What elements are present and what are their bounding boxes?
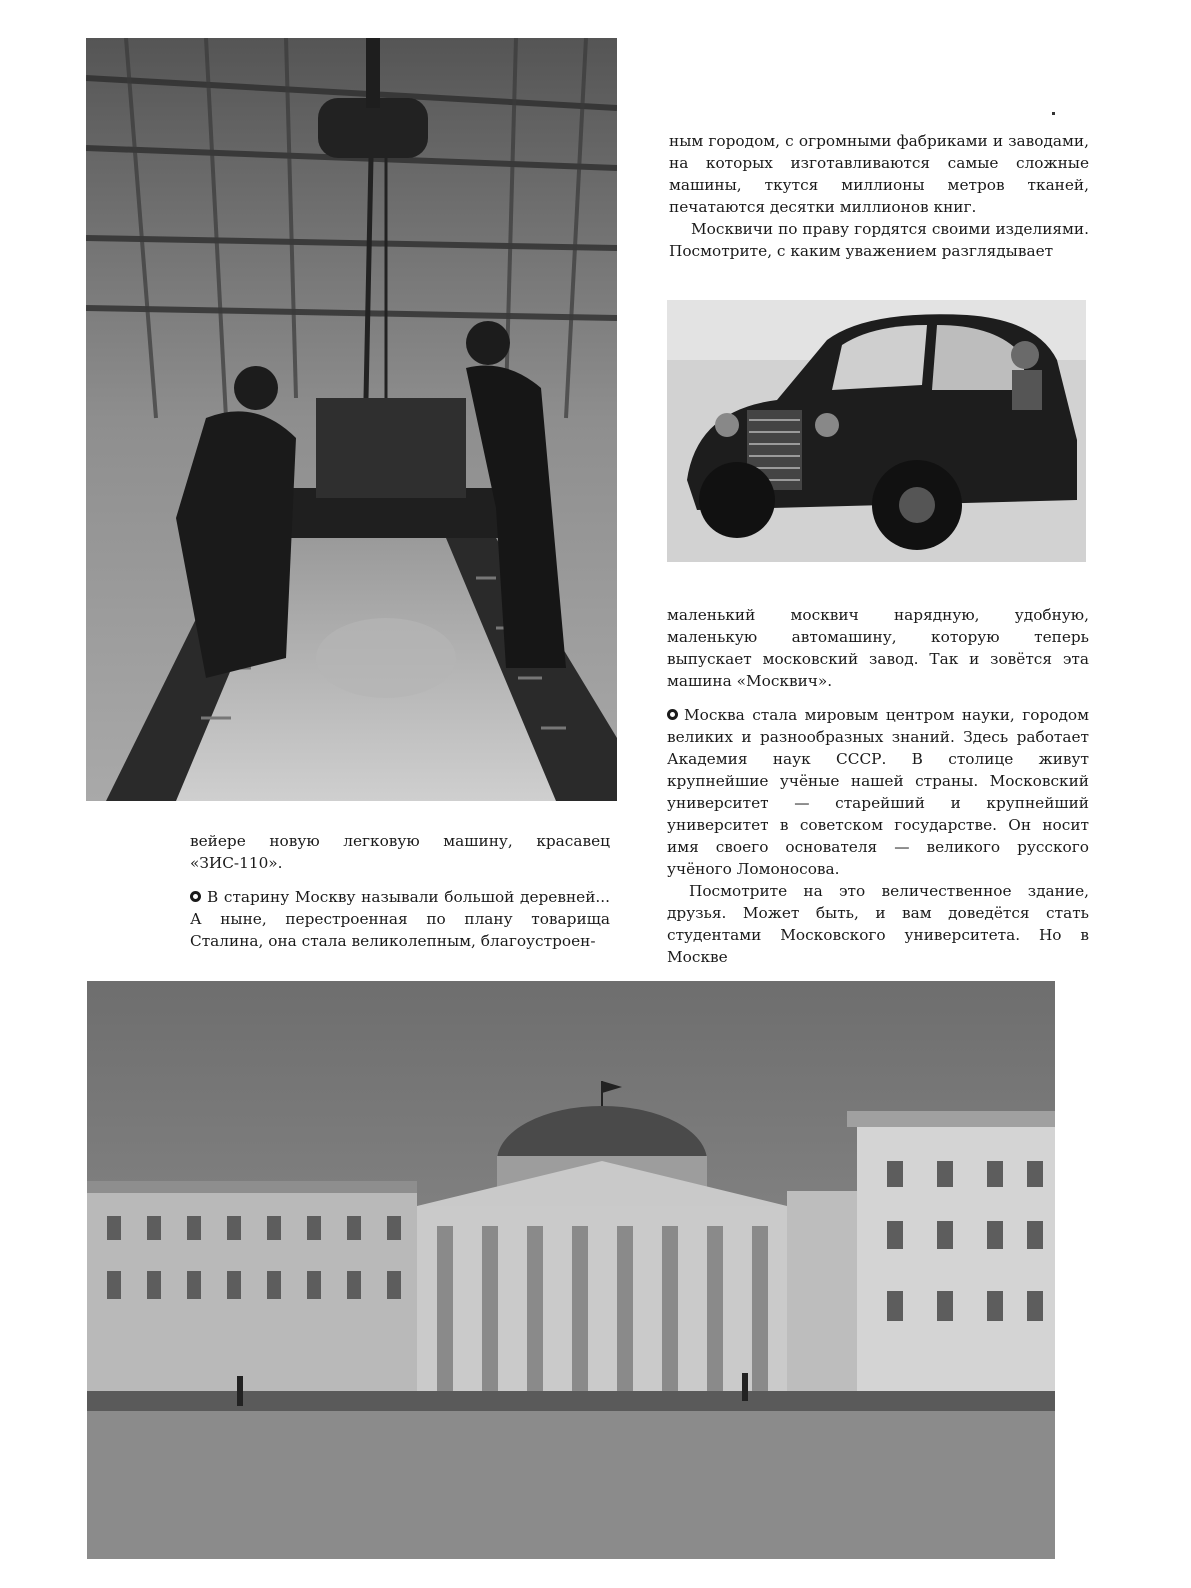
bullet-icon [667, 709, 678, 720]
paragraph: ным городом, с огромными фабриками и заводами, на которых изготавливаются самые сложные машины, ткутся миллионы метров тканей, печатаются десятки миллионов книг. [669, 132, 1089, 216]
paragraph-text: Москва стала мировым центром науки, городом великих и разнообразных знаний. Здесь работает Академия наук СССР. В столице живут крупнейшие учёные нашей страны. Московский университет — старейший и крупнейший университет в советском государстве. Он носит имя своего основателя — великого русского учёного Ломоносова. [667, 706, 1089, 878]
bullet-icon [190, 891, 201, 902]
paragraph: вейере новую легковую машину, красавец «ЗИС-110». [190, 832, 610, 872]
text-block-left [190, 830, 610, 952]
paragraph [667, 704, 1089, 880]
photo-assembly-line [86, 38, 617, 801]
text-block-top-right [669, 130, 1089, 262]
text-block-mid-right [667, 604, 1089, 968]
paragraph-text: В старину Москву называли большой деревней... А ныне, перестроенная по плану товарища Сталина, она стала великолепным, благоустроен- [190, 888, 610, 950]
paragraph: Москвичи по праву гордятся своими изделиями. Посмотрите, с каким уважением разглядывает [669, 220, 1089, 260]
paragraph: Посмотрите на это величественное здание, друзья. Может быть, и вам доведётся стать студентами Московского университета. Но в Москве [667, 882, 1089, 966]
photo-moskvich-car [667, 300, 1086, 562]
photo-moscow-university [87, 981, 1055, 1559]
paragraph [190, 886, 610, 952]
paragraph: маленький москвич нарядную, удобную, маленькую автомашину, которую теперь выпускает московский завод. Так и зовётся эта машина «Москвич». [667, 606, 1089, 690]
assembly-line-illustration [86, 38, 617, 801]
car-illustration [667, 300, 1086, 562]
university-illustration [87, 981, 1055, 1559]
print-mark [1052, 112, 1055, 115]
